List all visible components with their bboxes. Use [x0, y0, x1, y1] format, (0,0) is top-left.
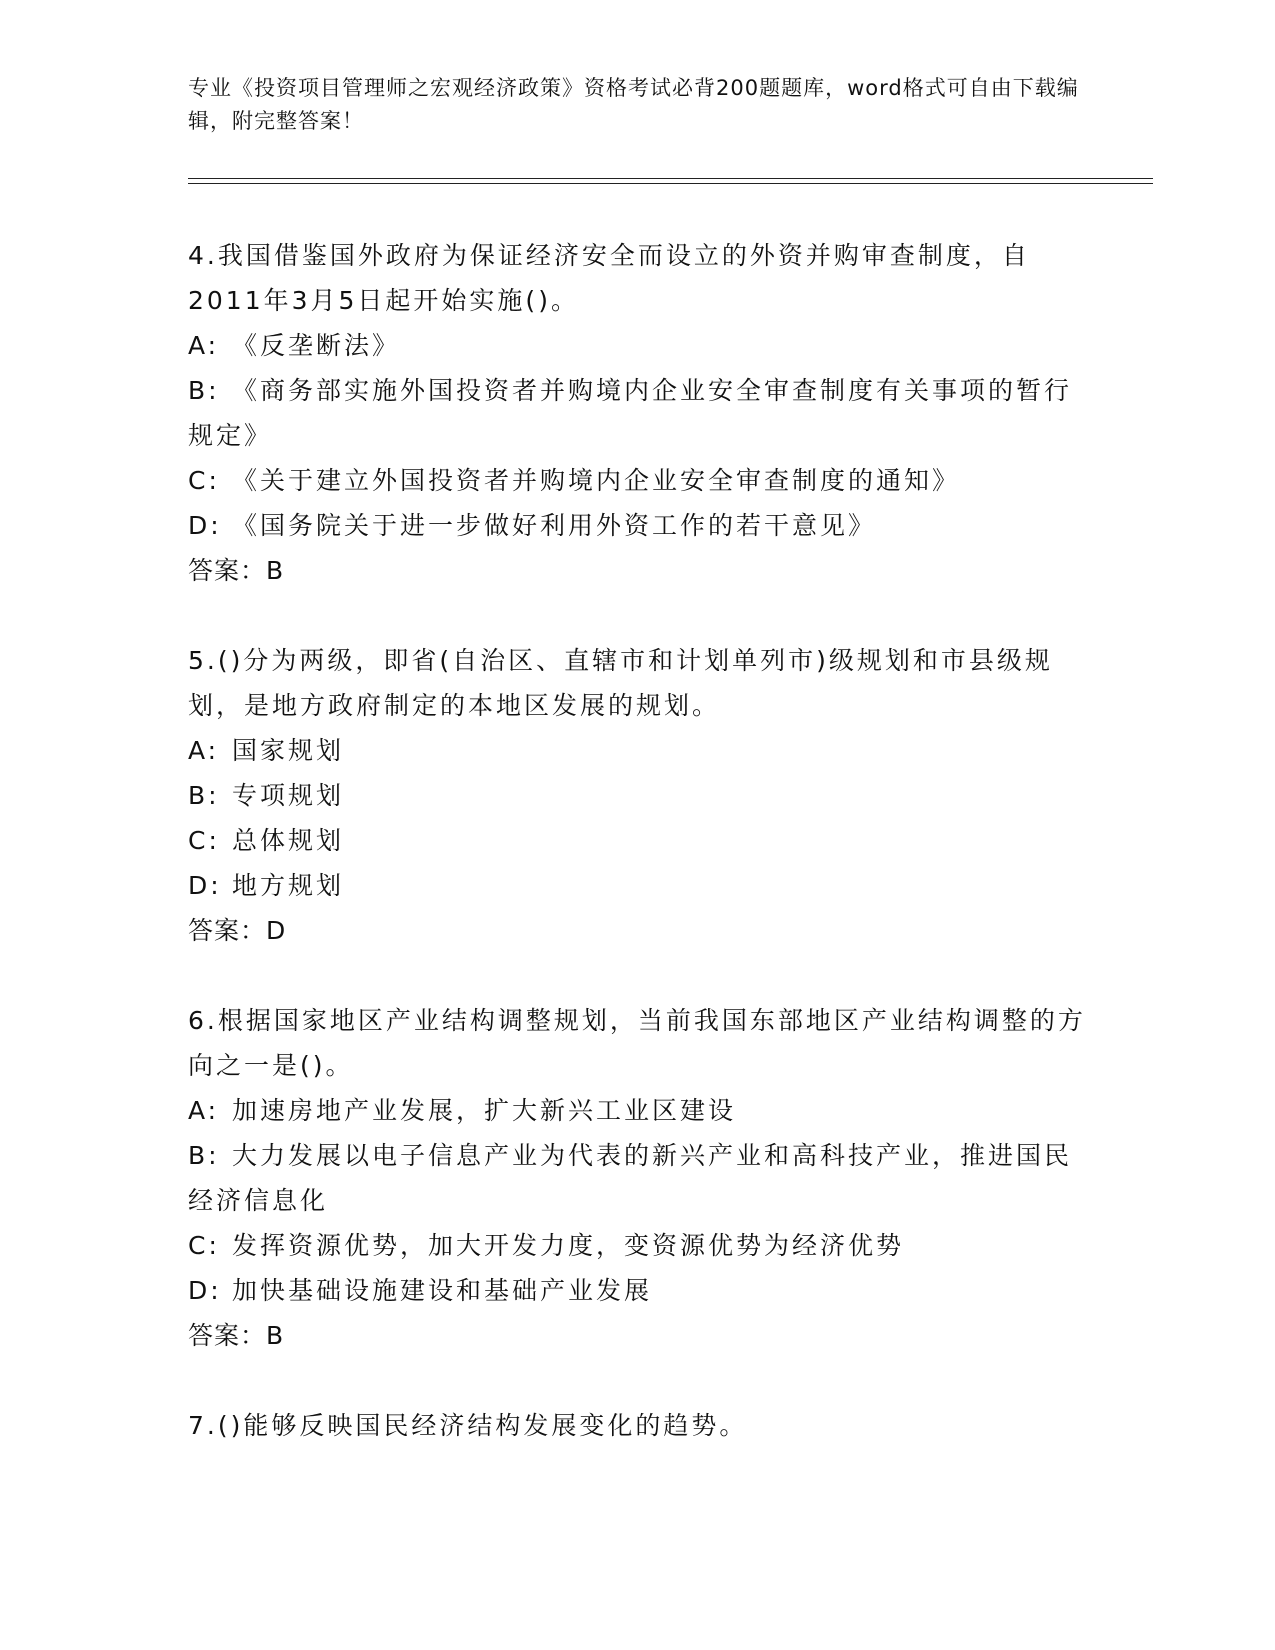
option-key: A: [188, 331, 220, 360]
option-key: C: [188, 466, 220, 495]
option-a [188, 1088, 1088, 1133]
option-key: B: [188, 376, 220, 405]
document-header [188, 72, 1088, 138]
question-stem: 5.()分为两级，即省(自治区、直辖市和计划单列市)级规划和市县级规划，是地方政府制定的本地区发展的规划。 [188, 646, 1053, 720]
option-key: B: [188, 781, 220, 810]
answer-label: 答案：B [188, 1321, 285, 1350]
option-text: 加速房地产业发展，扩大新兴工业区建设 [232, 1096, 737, 1125]
option-key: D: [188, 511, 222, 540]
option-text: 《商务部实施外国投资者并购境内企业安全审查制度有关事项的暂行规定》 [188, 376, 1073, 450]
option-d [188, 1268, 1088, 1313]
question-4 [188, 233, 1088, 593]
option-key: A: [188, 736, 220, 765]
option-c [188, 458, 1088, 503]
option-text: 《反垄断法》 [232, 331, 401, 360]
option-c [188, 818, 1088, 863]
header-divider-top [188, 178, 1153, 179]
option-key: B: [188, 1141, 220, 1170]
option-a [188, 728, 1088, 773]
answer-label: 答案：D [188, 916, 287, 945]
question-6 [188, 998, 1088, 1358]
option-a [188, 323, 1088, 368]
option-text: 《国务院关于进一步做好利用外资工作的若干意见》 [232, 511, 877, 540]
question-stem: 7.()能够反映国民经济结构发展变化的趋势。 [188, 1411, 748, 1440]
answer-label: 答案：B [188, 556, 285, 585]
question-5 [188, 638, 1088, 953]
option-text: 加快基础设施建设和基础产业发展 [232, 1276, 653, 1305]
option-text: 地方规划 [232, 871, 345, 900]
option-b [188, 773, 1088, 818]
option-key: D: [188, 871, 222, 900]
question-7 [188, 1403, 1088, 1448]
option-key: A: [188, 1096, 220, 1125]
question-list [188, 233, 1088, 1493]
option-text: 国家规划 [232, 736, 345, 765]
option-text: 发挥资源优势，加大开发力度，变资源优势为经济优势 [232, 1231, 905, 1260]
header-text: 专业《投资项目管理师之宏观经济政策》资格考试必背200题题库，word格式可自由下载编辑，附完整答案！ [188, 76, 1079, 133]
option-b [188, 368, 1088, 458]
option-b [188, 1133, 1088, 1223]
option-key: C: [188, 826, 220, 855]
option-text: 总体规划 [232, 826, 345, 855]
option-key: D: [188, 1276, 222, 1305]
question-stem: 6.根据国家地区产业结构调整规划，当前我国东部地区产业结构调整的方向之一是()。 [188, 1006, 1086, 1080]
option-d [188, 503, 1088, 548]
option-d [188, 863, 1088, 908]
header-divider-bottom [188, 183, 1153, 184]
option-c [188, 1223, 1088, 1268]
question-stem: 4.我国借鉴国外政府为保证经济安全而设立的外资并购审查制度，自2011年3月5日起开始实施()。 [188, 241, 1030, 315]
option-text: 专项规划 [232, 781, 345, 810]
option-text: 《关于建立外国投资者并购境内企业安全审查制度的通知》 [232, 466, 961, 495]
option-text: 大力发展以电子信息产业为代表的新兴产业和高科技产业，推进国民经济信息化 [188, 1141, 1073, 1215]
option-key: C: [188, 1231, 220, 1260]
